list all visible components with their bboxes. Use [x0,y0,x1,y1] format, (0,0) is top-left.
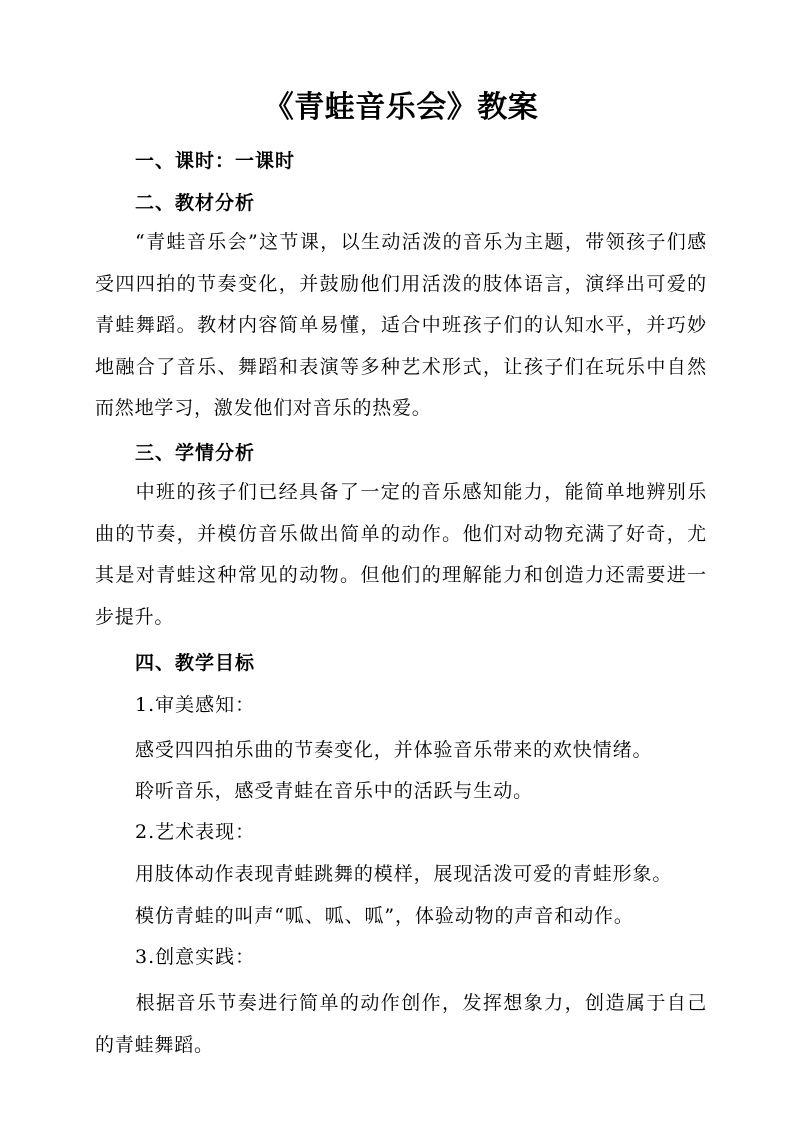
goal-aesthetic-label: 1.审美感知： [135,694,256,716]
document-title: 《青蛙音乐会》教案 [263,90,539,125]
heading-teaching-goals: 四、教学目标 [135,652,256,674]
goal-aesthetic-line-2: 聆听音乐，感受青蛙在音乐中的活跃与生动。 [135,780,534,802]
goal-creative-text: 根据音乐节奏进行简单的动作创作，发挥想象力，创造属于自己的青蛙舞蹈。 [95,992,707,1056]
goal-artistic-label: 2.艺术表现： [135,821,256,843]
goal-aesthetic-line-1: 感受四四拍乐曲的节奏变化，并体验音乐带来的欢快情绪。 [135,739,653,761]
goal-creative-label: 3.创意实践： [135,946,256,968]
goal-creative-paragraph [95,983,707,1066]
heading-student-analysis: 三、学情分析 [135,442,256,464]
material-analysis-text: “青蛙音乐会”这节课，以生动活泼的音乐为主题，带领孩子们感受四四拍的节奏变化，并鼓励他们用活泼的肢体语言，演绎出可爱的青蛙舞蹈。教材内容简单易懂，适合中班孩子们的认知水平，并巧妙地融合了音乐、舞蹈和表演等多种艺术形式，让孩子们在玩乐中自然而然地学习，激发他们对音乐的热爱。 [95,231,707,419]
heading-material-analysis: 二、教材分析 [135,192,256,214]
student-analysis-text: 中班的孩子们已经具备了一定的音乐感知能力，能简单地辨别乐曲的节奏，并模仿音乐做出简单的动作。他们对动物充满了好奇，尤其是对青蛙这种常见的动物。但他们的理解能力和创造力还需要进一步提升。 [95,481,707,628]
material-analysis-paragraph [95,222,707,430]
goal-artistic-line-1: 用肢体动作表现青蛙跳舞的模样，展现活泼可爱的青蛙形象。 [135,863,673,885]
student-analysis-paragraph [95,472,707,638]
goal-artistic-line-2: 模仿青蛙的叫声“呱、呱、呱”，体验动物的声音和动作。 [135,905,634,927]
heading-class-period: 一、课时：一课时 [135,150,296,172]
